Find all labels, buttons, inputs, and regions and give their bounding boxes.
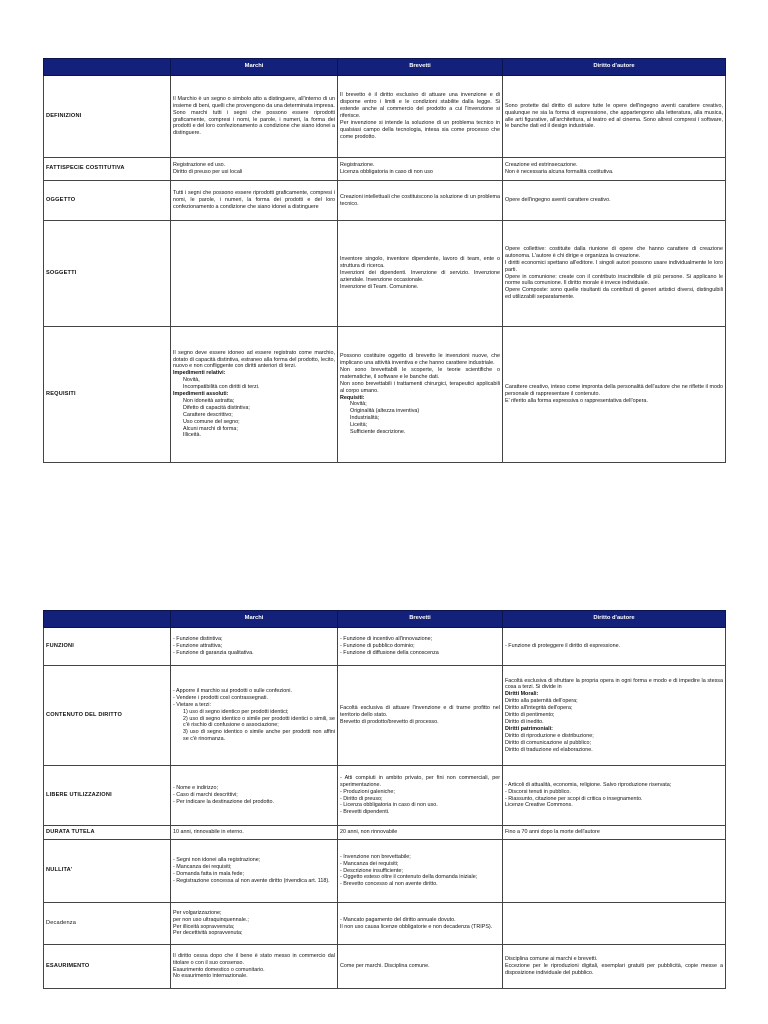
cell-line: Diritto all'integrità dell'opera; [505,705,573,712]
cell-line: Tutti i segni che possono essere riprodotti graficamente, compresi i nomi, le parole, i numeri, la forma dei prodotti e del loro confezionamento a condizione che siano idonei a distinguere [173,190,335,210]
cell-line: Non sono brevettabili le scoperte, le teorie scientifiche o matematiche, il software e le banche dati. [340,366,500,380]
header-marchi: Marchi [171,59,338,76]
cell-line: - Diritto di preuso; [340,795,383,802]
cell-line: Diritto di traduzione ed elaborazione. [505,746,593,753]
cell-line: - Brevetti dipendenti. [340,809,390,816]
cell-line: Difetto di capacità distintiva; [183,404,250,411]
cell-line: Impedimenti relativi: [173,370,226,377]
cell-line: - Vendere i prodotti così contrassegnati. [173,694,268,701]
cell-line: Il brevetto è il diritto esclusivo di attuare una invenzione e di disporne entro i limiti e le condizioni stabilite dalla legge. Si estende anche al commercio del prodotto a cui l'invenzione si riferisce. [340,92,500,120]
comparison-table-2 [43,610,726,989]
cell-line: - Discorsi tenuti in pubblico. [505,788,571,795]
cell-marchi [171,76,338,158]
cell-line: - Funzione di pubblico dominio; [340,643,415,650]
cell-line: I diritti economici spettano all'editore. I singoli autori possono usare individualmente le loro parti. [505,259,723,273]
cell-line: Inventore singolo, inventore dipendente, lavoro di team, ente o struttura di ricerca. [340,256,500,270]
row-label: FUNZIONI [44,628,171,666]
cell-line: Diritto di preuso per usi locali [173,169,243,175]
cell-brevetti [338,945,503,989]
cell-line: - Articoli di attualità, economia, religione. Salvo riproduzione riservata; [505,781,672,788]
row-soggetti [44,221,726,327]
cell-line: - Mancanza dei requisiti; [340,860,399,867]
cell-brevetti [338,327,503,463]
row-label: NULLITA' [44,840,171,903]
cell-line: Opere dell'ingegno aventi carattere creativo. [505,197,611,204]
table-header-row [44,59,726,76]
cell-line: Alcuni marchi di forma; [183,425,238,432]
row-definizioni [44,76,726,158]
cell-line: - Segni non idonei alla registrazione; [173,857,261,864]
cell-line: - Apporre il marchio sui prodotti o sulle confezioni. [173,687,292,694]
cell-marchi [171,181,338,221]
row-label: Decadenza [44,903,171,945]
cell-line: Facoltà esclusiva di attuare l'invenzione e di trarne profitto nel territorio dello stato. [340,705,500,719]
cell-diritto-autore [503,826,726,840]
row-contenuto [44,666,726,766]
cell-line: Possono costituire oggetto di brevetto le invenzioni nuove, che implicano una attività inventiva e che hanno carattere industriale. [340,353,500,366]
cell-line: Licenza obbligatoria in caso di non uso [340,169,433,175]
cell-line: Registrazione ed uso. [173,162,226,169]
cell-line: - Per indicare la destinazione del prodotto. [173,798,274,805]
cell-line: - Funzione attrattiva; [173,643,223,650]
cell-line: Impedimenti assoluti: [173,391,229,398]
row-esaurimento [44,945,726,989]
cell-line: Opere in comunione: create con il contributo inscindibile di più persone. Si applicano le norme sulla comunione. Il diritto morale è invece individuale. [505,273,723,287]
table-header-row [44,611,726,628]
cell-line: - Funzione distintiva; [173,636,223,643]
cell-line: Novità; [350,401,367,408]
cell-line: Liceità; [350,422,368,429]
cell-brevetti [338,766,503,826]
row-label: LIBERE UTILIZZAZIONI [44,766,171,826]
cell-brevetti [338,158,503,181]
cell-line: - Funzione di diffusione della conoscenza [340,649,439,656]
cell-marchi [171,221,338,327]
cell-line: - Riassunto, citazione per scopi di critica o insegnamento. [505,795,643,802]
cell-line: Novità, [183,377,200,384]
cell-diritto-autore [503,903,726,945]
cell-line: Requisiti: [340,394,365,401]
cell-line: Diritto di pentimento; [505,712,555,719]
cell-marchi [171,666,338,766]
cell-line: 1) uso di segno identico per prodotti identici; [183,708,289,715]
cell-line: - Funzione di proteggere il diritto di espressione. [505,643,621,650]
cell-diritto-autore [503,76,726,158]
cell-marchi [171,158,338,181]
cell-line: Opere collettive: costituite dalla riunione di opere che hanno carattere di creazione autonoma. L'autore è chi dirige e organizza la creazione. [505,245,723,259]
cell-line: Creazioni intellettuali che costituiscono la soluzione di un problema tecnico. [340,193,500,207]
cell-line: Il non uso causa licenze obbligatorie e non decadenza (TRIPS). [340,923,493,930]
cell-line: Sono marchi tutti i segni che possono essere riprodotti graficamente, compresi i nomi, le parole, i numeri, la forma dei prodotti e del loro confezionamento a condizione che siano idonei a distinguere. [173,109,335,137]
row-label: DURATA TUTELA [44,826,171,840]
cell-line: - Funzione di garanzia qualitativa. [173,649,254,656]
cell-line: Brevetto di prodotto/brevetto di processo. [340,718,439,725]
cell-diritto-autore [503,181,726,221]
row-decadenza [44,903,726,945]
cell-marchi [171,766,338,826]
cell-diritto-autore [503,221,726,327]
cell-brevetti [338,221,503,327]
header-marchi: Marchi [171,611,338,628]
cell-line: Per illiceità sopravvenuta; [173,923,235,930]
row-label: SOGGETTI [44,221,171,327]
row-label: DEFINIZIONI [44,76,171,158]
cell-marchi [171,826,338,840]
cell-diritto-autore [503,945,726,989]
cell-diritto-autore [503,840,726,903]
cell-line: Diritto alla paternità dell'opera; [505,698,578,705]
cell-brevetti [338,840,503,903]
cell-line: Diritto di riproduzione e distribuzione; [505,732,594,739]
cell-line: - Mancanza dei requisiti; [173,864,232,871]
row-requisiti [44,327,726,463]
header-empty [44,59,171,76]
cell-line: Non sono brevettabili i trattamenti chirurgici, terapeutici applicabili al corpo umano. [340,380,500,394]
row-oggetto [44,181,726,221]
cell-line: Non è necessaria alcuna formalità costitutiva. [505,169,614,175]
cell-line: Facoltà esclusiva di sfruttare la propria opera in ogni forma e modo e di impedire la stessa cosa a terzi. Si divide in [505,677,723,691]
cell-brevetti [338,903,503,945]
cell-line: - Funzione di incentivo all'innovazione; [340,636,433,643]
cell-line: - Licenza obbligatoria in caso di non uso. [340,802,438,809]
cell-line: Industrialità; [350,415,380,422]
cell-line: No esaurimento internazionale. [173,973,248,980]
cell-line: Invenzioni dei dipendenti. Invenzione di servizio. Invenzione aziendale. Invenzione occasionale. [340,270,500,283]
header-diritto-autore: Diritto d'autore [503,59,726,76]
cell-line: Creazione ed estrinsecazione. [505,162,578,169]
row-libere-utilizzazioni [44,766,726,826]
cell-line: Fino a 70 anni dopo la morte dell'autore [505,829,600,836]
cell-line: Per volgarizzazione; [173,909,222,916]
cell-diritto-autore [503,158,726,181]
cell-line: Disciplina comune ai marchi e brevetti. [505,956,598,963]
cell-marchi [171,903,338,945]
cell-diritto-autore [503,666,726,766]
row-nullita [44,840,726,903]
cell-brevetti [338,666,503,766]
cell-marchi [171,628,338,666]
cell-line: - Domanda fatta in mala fede; [173,871,245,877]
cell-line: Incompatibilità con diritti di terzi. [183,384,260,391]
cell-line: Diritto di comunicazione al pubblico; [505,739,591,746]
cell-brevetti [338,628,503,666]
cell-line: - Vietare a terzi: [173,701,211,708]
cell-line: Il segno deve essere idoneo ad essere registrato come marchio, dotato di capacità distintiva, estraneo alla forma del prodotto, lecito, nuovo e non confliggente con diritti anteriori di terzi. [173,349,335,370]
cell-line: Diritti Morali: [505,691,539,698]
cell-line: per non uso ultraquinquennale.; [173,916,249,923]
comparison-table-1 [43,58,726,463]
cell-marchi [171,840,338,903]
cell-line: - Brevetto concesso al non avente diritto. [340,881,438,888]
cell-line: - Produzioni galeniche; [340,788,395,795]
cell-line: E' riferito alla forma espressiva o rappresentativa dell'opera. [505,397,648,404]
header-diritto-autore: Diritto d'autore [503,611,726,628]
cell-line: - Invenzione non brevettabile; [340,853,411,860]
row-label: REQUISITI [44,327,171,463]
cell-line: Sono protette dal diritto di autore tutte le opere dell'ingegno aventi carattere creativo, qualunque ne sia la forma di espressione, che appartengono alla letteratura, alla musica, alle arti figurative, all'architettura, al teatro ed al cinema. Sono altresì compresi i software, le banche dati ed il design industriale. [505,102,723,130]
row-label: OGGETTO [44,181,171,221]
cell-line: Diritti patrimoniali: [505,725,553,732]
cell-line: - Descrizione insufficiente; [340,867,403,874]
cell-line: - Caso di marchi descrittivi; [173,792,238,799]
row-label: ESAURIMENTO [44,945,171,989]
header-brevetti: Brevetti [338,59,503,76]
cell-line: Il Marchio è un segno o simbolo atto a distinguere, all'interno di un insieme di beni, quelli che provengono da una determinata impresa. [173,95,335,109]
cell-line: - Atti compiuti in ambito privato, per fini non commerciali, per sperimentazione. [340,774,500,788]
row-fattispecie [44,158,726,181]
cell-line: - Nome e indirizzo; [173,785,218,792]
cell-diritto-autore [503,766,726,826]
cell-line: Uso comune del segno; [183,418,240,425]
cell-brevetti [338,76,503,158]
cell-line: 10 anni, rinnovabile in eterno. [173,829,244,836]
header-empty [44,611,171,628]
cell-line: Per decettività sopravvenuta; [173,930,243,937]
cell-line: Registrazione. [340,162,375,169]
cell-marchi [171,327,338,463]
cell-brevetti [338,826,503,840]
cell-diritto-autore [503,628,726,666]
cell-line: Come per marchi. Disciplina comune. [340,963,430,970]
cell-line: Per invenzione si intende la soluzione di un problema tecnico in qualsiasi campo della tecnologia, intesa sia come processo che come prodotto. [340,119,500,140]
row-label: CONTENUTO DEL DIRITTO [44,666,171,766]
cell-line: 20 anni, non rinnovabile [340,829,398,836]
cell-marchi [171,945,338,989]
cell-line: 2) uso di segno identico o simile per prodotti identici o simili, se c'è rischio di confusione o associazione; [183,715,335,729]
cell-line: Eccezione per le riproduzioni digitali, esemplari gratuiti per pubblicità, copie messe a disposizione individuale del pubblico. [505,963,723,976]
row-durata-tutela [44,826,726,840]
cell-line: Illiceità. [183,432,201,439]
cell-line: Originalità (altezza inventiva) [350,408,420,415]
cell-line: - Oggetto esteso oltre il contenuto della domanda iniziale; [340,874,478,881]
cell-line: 3) uso di segno identico o simile anche per prodotti non affini se c'è rinomanza. [183,729,335,743]
cell-line: Diritto di inedito. [505,718,544,725]
header-brevetti: Brevetti [338,611,503,628]
row-label: FATTISPECIE COSTITUTIVA [44,158,171,181]
cell-line: Sufficiente descrizione. [350,429,406,436]
cell-line: - Registrazione concessa al non avente diritto (rivendica art. 118). [173,877,330,884]
cell-diritto-autore [503,327,726,463]
cell-brevetti [338,181,503,221]
cell-line: Carattere descrittivo; [183,411,233,418]
cell-line: Esaurimento domestico o comunitario. [173,966,265,973]
cell-line: Licenze Creative Commons. [505,802,573,809]
row-funzioni [44,628,726,666]
cell-line: Non idoneità astratta; [183,397,235,404]
cell-line: Opere Composte: sono quelle risultanti da contributi di generi artistici diversi, distinguibili ed utilizzabili separatamente. [505,287,723,301]
cell-line: - Mancato pagamento del diritto annuale dovuto. [340,916,456,923]
cell-line: Invenzione di Team. Comunione. [340,283,419,290]
cell-line: Il diritto cessa dopo che il bene è stato messo in commercio dal titolare o con il suo consenso. [173,952,335,966]
cell-line: Carattere creativo, inteso come impronta della personalità dell'autore che ne riflette il modo personale di rappresentare il contenuto. [505,384,723,398]
